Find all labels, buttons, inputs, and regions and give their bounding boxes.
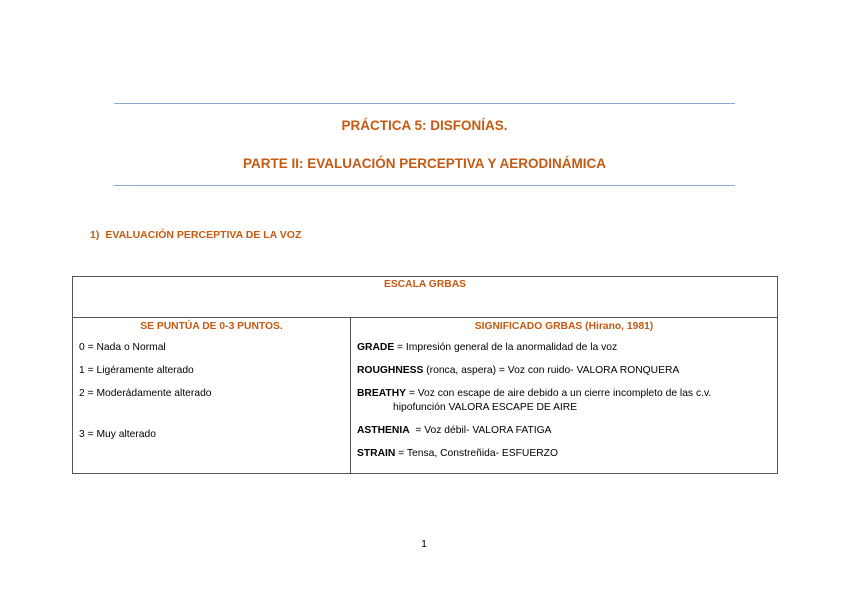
score-item: 3 = Muy alterado <box>79 429 156 440</box>
meanings-column <box>351 318 778 474</box>
meaning-roughness: ROUGHNESS (ronca, aspera) = Voz con ruido- VALORA RONQUERA <box>357 365 680 376</box>
document-title: PRÁCTICA 5: DISFONÍAS. <box>341 118 508 133</box>
meaning-strain: STRAIN = Tensa, Constreñida- ESFUERZO <box>357 448 558 459</box>
section-title: EVALUACIÓN PERCEPTIVA DE LA VOZ <box>105 229 302 241</box>
meaning-breathy: BREATHY = Voz con escape de aire debido a un cierre incompleto de las c.v. <box>357 388 712 399</box>
meaning-grade: GRADE = Impresión general de la anormalidad de la voz <box>357 342 618 353</box>
score-item: 2 = Moderádamente alterado <box>79 388 212 399</box>
grbas-table <box>72 276 778 474</box>
meanings-header: SIGNIFICADO GRBAS (Hirano, 1981) <box>474 321 654 332</box>
section-number: 1) <box>90 229 100 241</box>
scores-header: SE PUNTÚA DE 0-3 PUNTOS. <box>140 321 283 332</box>
score-item: 1 = Ligéramente alterado <box>79 365 194 376</box>
scores-column <box>73 318 351 474</box>
section-heading <box>90 229 307 241</box>
table-title: ESCALA GRBAS <box>73 277 778 318</box>
page-number: 1 <box>421 538 427 550</box>
meaning-breathy-cont: hipofunción VALORA ESCAPE DE AIRE <box>393 402 578 413</box>
meaning-asthenia: ASTHENIA = Voz débil- VALORA FATIGA <box>357 425 552 436</box>
bottom-rule <box>114 185 735 186</box>
top-rule <box>114 103 735 104</box>
document-subtitle: PARTE II: EVALUACIÓN PERCEPTIVA Y AERODINÁMICA <box>242 156 607 171</box>
score-item: 0 = Nada o Normal <box>79 342 166 353</box>
